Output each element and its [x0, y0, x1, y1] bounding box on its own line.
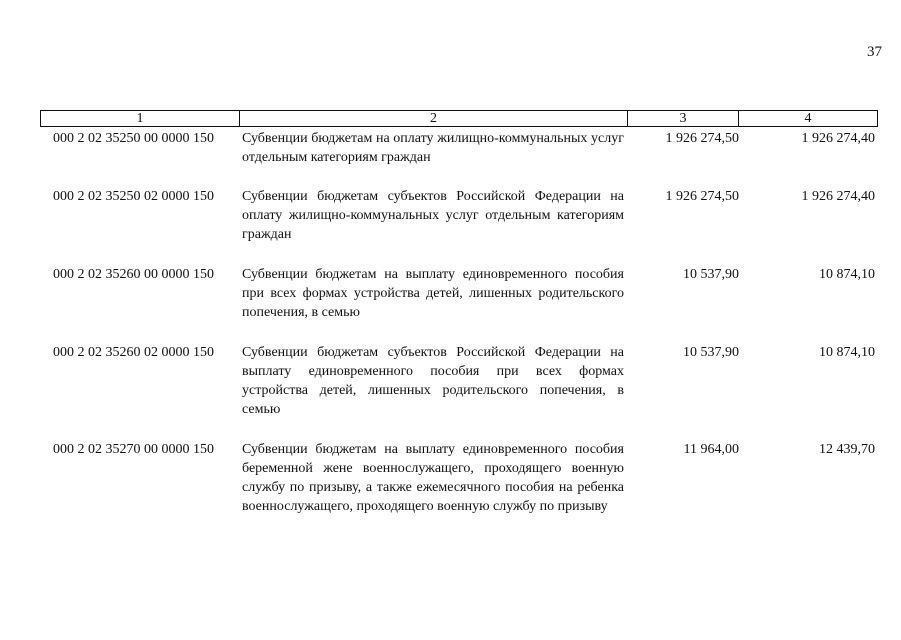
row-value-col4: 10 874,10: [819, 267, 875, 282]
row-description: Субвенции бюджетам субъектов Российской Федерации на выплату единовременного пособия при всех формах устройства детей, лишенных родительского попечения, в семью: [242, 345, 624, 417]
row-value-col4: 1 926 274,40: [801, 189, 875, 204]
row-description: Субвенции бюджетам на выплату единовременного пособия при всех формах устройства детей, лишенных родительского попечения, в семью: [242, 267, 624, 320]
header-col-3: 3: [628, 111, 739, 126]
row-value-col3: 1 926 274,50: [665, 131, 739, 146]
row-code: 000 2 02 35250 02 0000 150: [53, 189, 214, 204]
row-code: 000 2 02 35260 00 0000 150: [53, 267, 214, 282]
page-number: 37: [867, 44, 882, 60]
row-description: Субвенции бюджетам на выплату единовременного пособия беременной жене военнослужащего, проходящего военную службу по призыву, а также ежемесячного пособия на ребенка военнослужащего, проходящего военную службу по призыву: [242, 442, 624, 514]
row-value-col4: 10 874,10: [819, 345, 875, 360]
row-description: Субвенции бюджетам на оплату жилищно-коммунальных услуг отдельным категориям граждан: [242, 131, 624, 165]
row-value-col3: 1 926 274,50: [665, 189, 739, 204]
row-code: 000 2 02 35250 00 0000 150: [53, 131, 214, 146]
row-value-col3: 10 537,90: [683, 267, 739, 282]
header-col-2: 2: [240, 111, 628, 126]
row-value-col3: 11 964,00: [683, 442, 739, 457]
row-value-col4: 12 439,70: [819, 442, 875, 457]
row-value-col3: 10 537,90: [683, 345, 739, 360]
table-header: [40, 110, 878, 127]
row-code: 000 2 02 35260 02 0000 150: [53, 345, 214, 360]
header-col-4: 4: [804, 111, 812, 126]
row-value-col4: 1 926 274,40: [801, 131, 875, 146]
row-description: Субвенции бюджетам субъектов Российской Федерации на оплату жилищно-коммунальных услуг отдельным категориям граждан: [242, 189, 624, 242]
row-code: 000 2 02 35270 00 0000 150: [53, 442, 214, 457]
header-col-1: 1: [41, 111, 240, 126]
